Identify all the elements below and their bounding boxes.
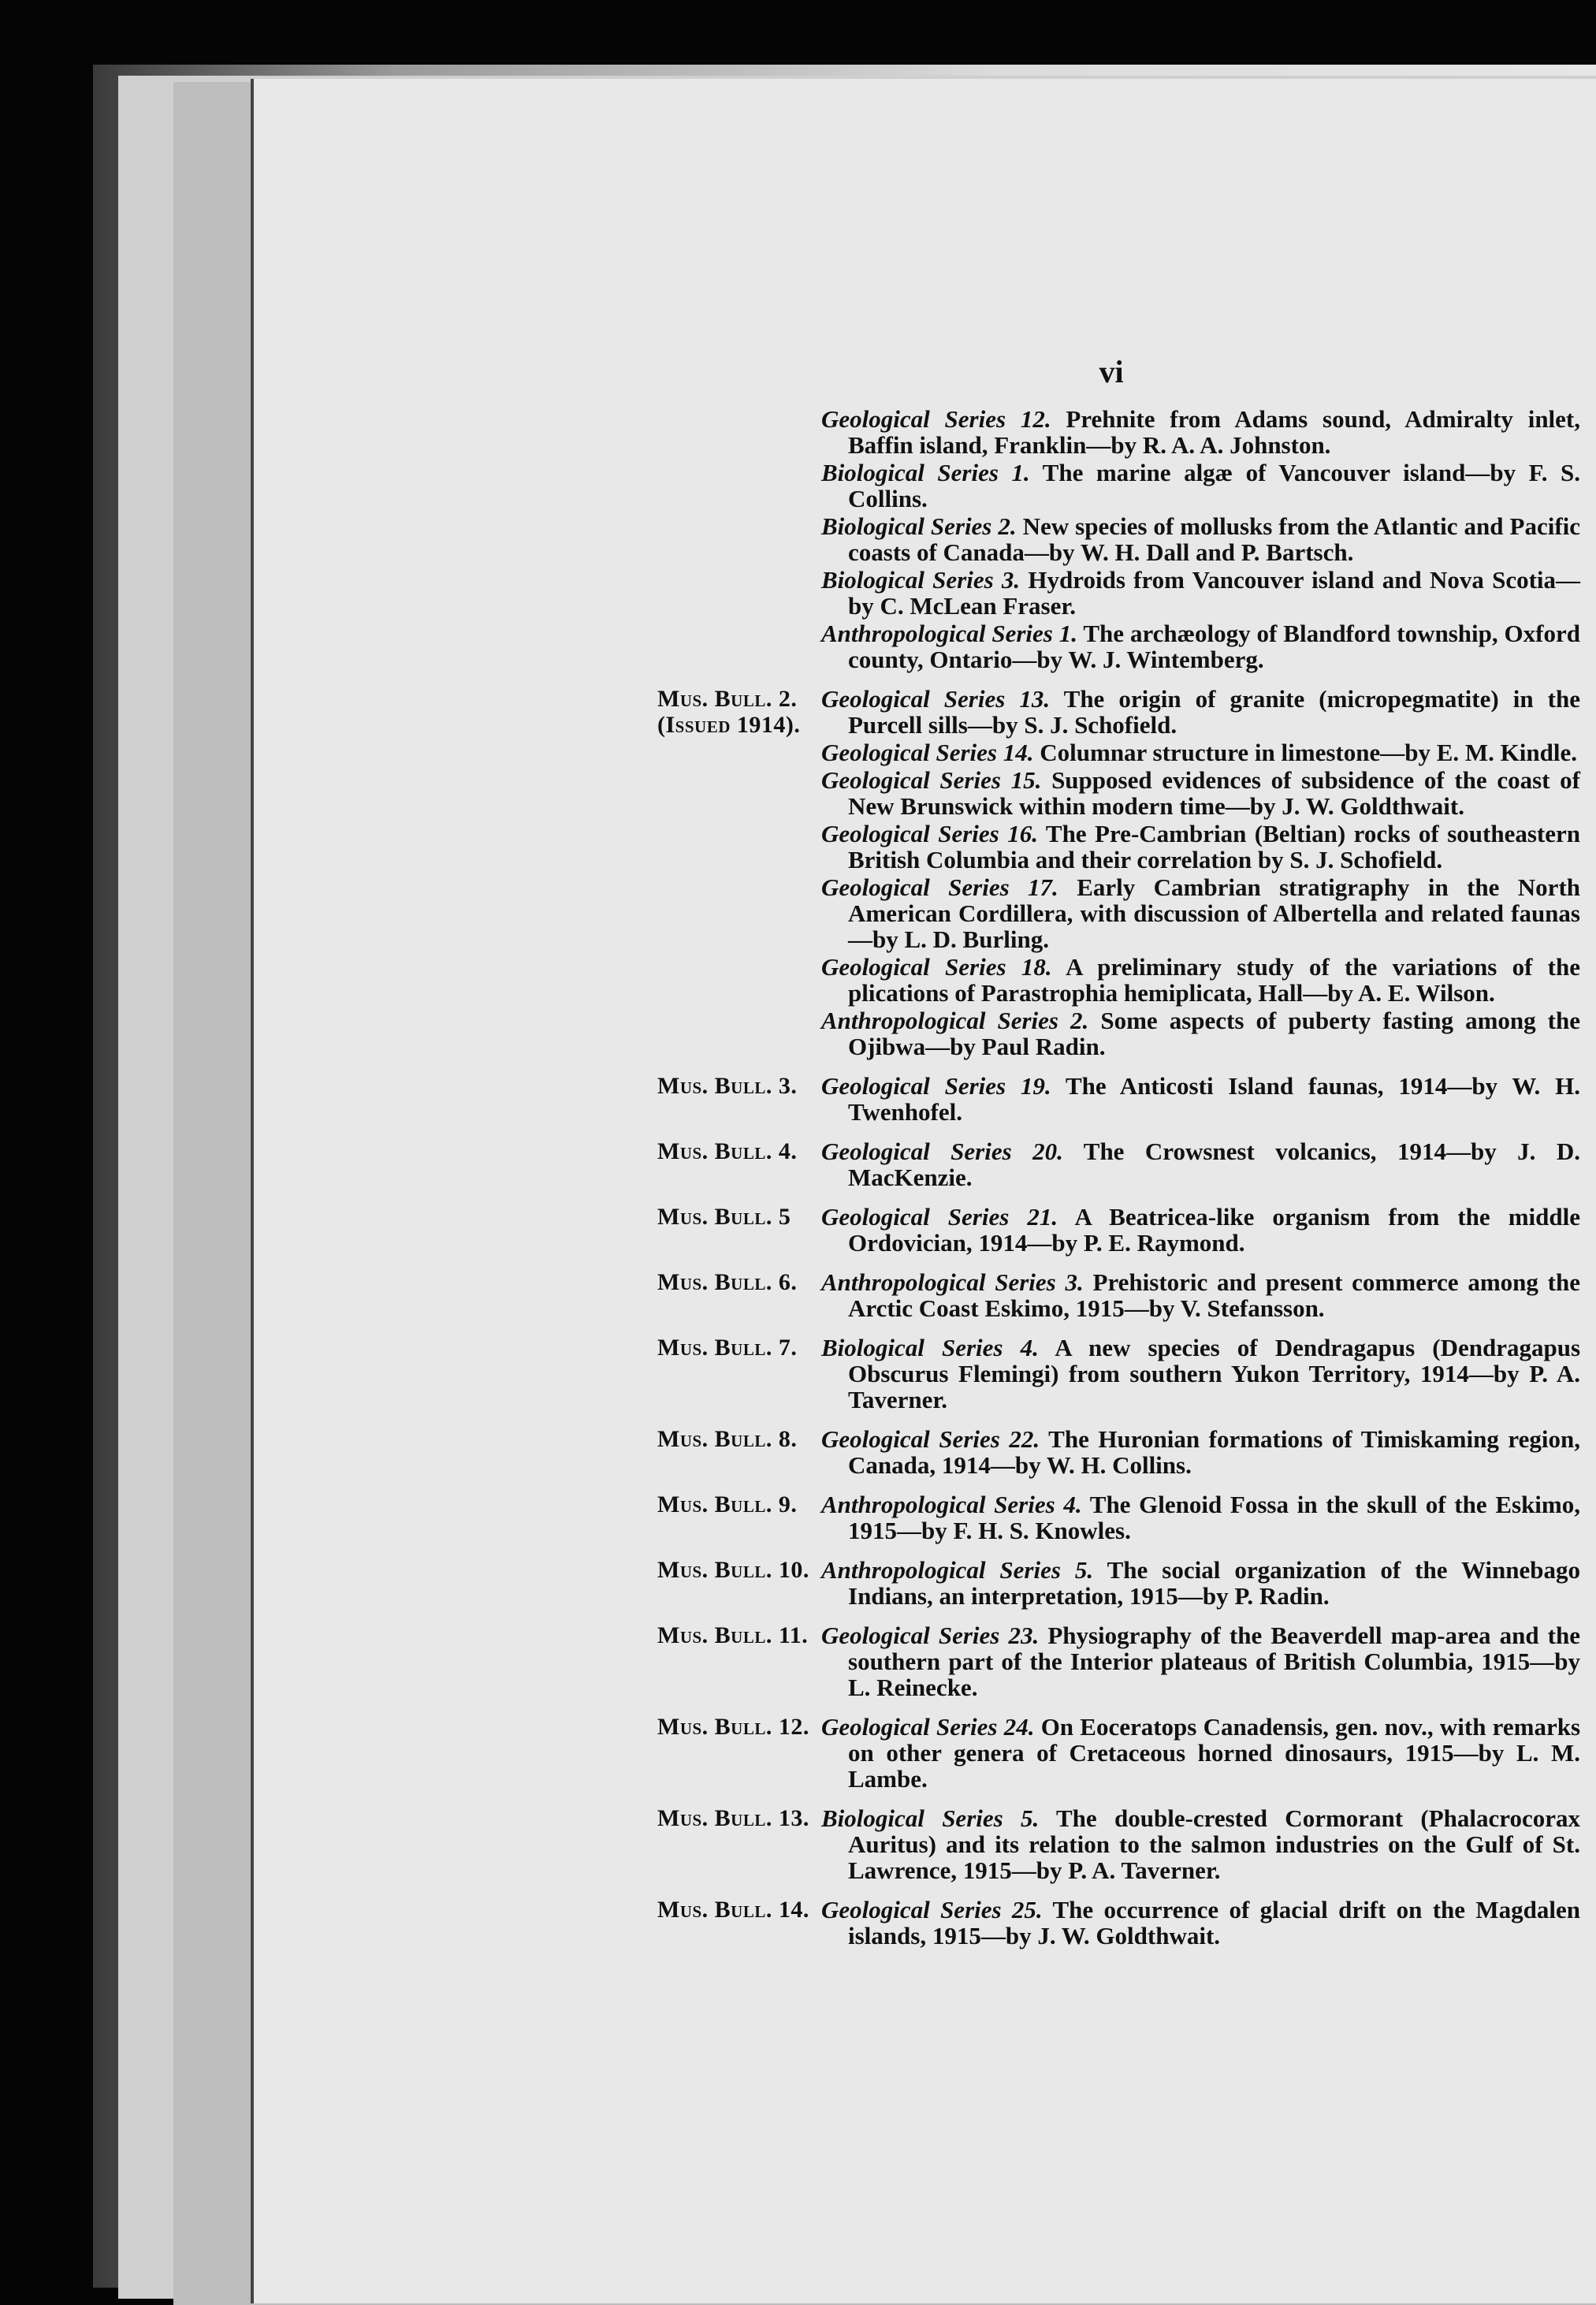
bulletin-label <box>657 1714 839 1740</box>
bulletin-label <box>657 1138 839 1164</box>
publication-title: New species of mollusks from the Atlantic and Pacific coasts of Canada—by W. H. Dall and P. Bartsch. <box>848 512 1581 566</box>
bulletin-label <box>657 1491 839 1517</box>
bulletin-number: Mus. Bull. 9. <box>657 1491 798 1517</box>
series-name: Biological Series 3. <box>821 566 1021 594</box>
publication-entry <box>657 685 1580 739</box>
publication-title: Hydroids from Vancouver island and Nova Scotia—by C. McLean Fraser. <box>848 566 1581 620</box>
bulletin-number: Mus. Bull. 11. <box>657 1622 809 1648</box>
bulletin-label <box>657 1204 839 1230</box>
series-name: Anthropological Series 3. <box>821 1268 1084 1296</box>
bulletin-number: Mus. Bull. 6. <box>657 1269 798 1295</box>
series-name: Geological Series 16. <box>821 820 1038 847</box>
publication-title: The Anticosti Island faunas, 1914—by W. H. Twenhofel. <box>848 1072 1580 1126</box>
publication-entry <box>657 1556 1580 1610</box>
publication-entry <box>662 821 1580 873</box>
series-name: Biological Series 5. <box>821 1804 1040 1832</box>
publication-title: Some aspects of puberty fasting among the Ojibwa—by Paul Radin. <box>848 1007 1581 1060</box>
series-name: Geological Series 17. <box>821 873 1058 901</box>
publication-entry <box>657 1334 1581 1413</box>
bulletin-number: Mus. Bull. 13. <box>657 1805 809 1831</box>
publication-entry <box>662 739 1580 765</box>
publication-title: A Beatricea-like organism from the middle Ordovician, 1914—by P. E. Raymond. <box>848 1203 1580 1257</box>
bulletin-label <box>657 686 839 738</box>
bulletin-number: Mus. Bull. 12. <box>657 1714 809 1740</box>
series-name: Geological Series 25. <box>821 1896 1043 1923</box>
page-number: vi <box>1099 354 1124 389</box>
series-name: Geological Series 19. <box>821 1072 1051 1100</box>
bulletin-number: Mus. Bull. 10. <box>657 1557 809 1583</box>
bulletin-number: Mus. Bull. 5 <box>657 1204 791 1230</box>
publication-title: Supposed evidences of subsidence of the coast of New Brunswick within modern time—by J. W. Goldthwait. <box>848 766 1580 820</box>
bulletin-label <box>657 1897 839 1923</box>
series-name: Geological Series 24. <box>821 1713 1035 1741</box>
publication-title: The origin of granite (micropegmatite) in the Purcell sills—by S. J. Schofield. <box>848 685 1580 739</box>
publication-entry <box>662 767 1580 819</box>
publication-title: Early Cambrian stratigraphy in the North American Cordillera, with discussion of Albertella and related faunas—by L. D. Burling. <box>848 873 1581 953</box>
publication-entry <box>662 620 1580 672</box>
bulletin-label <box>657 1622 839 1648</box>
publication-entry <box>657 1425 1580 1479</box>
bulletin-label <box>657 1335 839 1361</box>
publication-title: The archæology of Blandford township, Oxford county, Ontario—by W. J. Wintemberg. <box>848 620 1580 673</box>
publication-title: Prehnite from Adams sound, Admiralty inlet, Baffin island, Franklin—by R. A. A. Johnston. <box>848 405 1581 459</box>
bulletin-label <box>657 1805 839 1831</box>
publication-title: The marine algæ of Vancouver island—by F. S. Collins. <box>848 459 1581 512</box>
bulletin-number: Mus. Bull. 4. <box>657 1138 798 1164</box>
publication-entry <box>657 1804 1580 1884</box>
bulletin-number: Mus. Bull. 7. <box>657 1335 798 1361</box>
publication-entry <box>657 1491 1580 1544</box>
publication-entry <box>657 1203 1580 1257</box>
bulletin-label <box>657 1269 839 1295</box>
publication-title: The Crowsnest volcanics, 1914—by J. D. MacKenzie. <box>848 1138 1580 1191</box>
publication-entry <box>657 1072 1580 1126</box>
publication-title: The double-crested Cormorant (Phalacrocorax Auritus) and its relation to the salmon industries on the Gulf of St. Lawrence, 1915—by P. A. Taverner. <box>848 1804 1580 1884</box>
publication-entry <box>662 954 1580 1006</box>
series-name: Anthropological Series 2. <box>821 1007 1089 1034</box>
bulletin-number: Mus. Bull. 2. <box>657 686 798 712</box>
series-name: Geological Series 18. <box>821 953 1052 981</box>
bulletin-number: Mus. Bull. 14. <box>657 1897 809 1923</box>
series-name: Geological Series 20. <box>821 1138 1063 1165</box>
publication-title: Columnar structure in limestone—by E. M. Kindle. <box>1040 739 1577 766</box>
bulletin-number: Mus. Bull. 8. <box>657 1426 798 1452</box>
publication-title: On Eoceratops Canadensis, gen. nov., with remarks on other genera of Cretaceous horned dinosaurs, 1915—by L. M. Lambe. <box>848 1713 1581 1793</box>
series-name: Geological Series 22. <box>821 1425 1040 1453</box>
publication-title: The Pre-Cambrian (Beltian) rocks of southeastern British Columbia and their correlation by S. J. Schofield. <box>848 820 1580 873</box>
publication-entry <box>662 567 1580 619</box>
series-name: Biological Series 4. <box>821 1334 1039 1361</box>
publication-entry <box>662 1007 1580 1059</box>
publication-title: Physiography of the Beaverdell map-area and the southern part of the Interior plateaus of British Columbia, 1915—by L. Reinecke. <box>848 1622 1580 1701</box>
series-name: Geological Series 13. <box>821 685 1051 713</box>
series-name: Geological Series 15. <box>821 766 1042 794</box>
series-name: Geological Series 21. <box>821 1203 1058 1231</box>
publication-title: The social organization of the Winnebago Indians, an interpretation, 1915—by P. Radin. <box>848 1556 1580 1610</box>
publication-title: A preliminary study of the variations of the plications of Parastrophia hemiplicata, Hall—by A. E. Wilson. <box>848 953 1581 1007</box>
publication-entry <box>662 406 1580 458</box>
publication-title: Prehistoric and present commerce among the Arctic Coast Eskimo, 1915—by V. Stefansson. <box>848 1268 1580 1322</box>
publication-entry <box>657 1713 1581 1793</box>
publication-entry <box>662 460 1580 512</box>
publication-entry <box>662 874 1580 952</box>
series-name: Geological Series 14. <box>821 739 1034 766</box>
publication-title: A new species of Dendragapus (Dendragapus Obscurus Flemingi) from southern Yukon Territory, 1914—by P. A. Taverner. <box>848 1334 1581 1413</box>
series-name: Geological Series 23. <box>821 1622 1040 1649</box>
series-name: Geological Series 12. <box>821 405 1051 433</box>
series-name: Biological Series 2. <box>821 512 1017 540</box>
series-name: Anthropological Series 4. <box>821 1491 1082 1518</box>
bulletin-number: Mus. Bull. 3. <box>657 1073 798 1099</box>
publication-title: The Glenoid Fossa in the skull of the Eskimo, 1915—by F. H. S. Knowles. <box>848 1491 1580 1544</box>
publication-entry <box>657 1138 1580 1191</box>
bulletin-issue-note: (Issued 1914). <box>657 712 801 738</box>
publication-title: The Huronian formations of Timiskaming region, Canada, 1914—by W. H. Collins. <box>848 1425 1580 1479</box>
publication-list <box>657 405 1581 1950</box>
publication-entry <box>662 513 1580 565</box>
bulletin-label <box>657 1557 839 1583</box>
series-name: Biological Series 1. <box>821 459 1030 486</box>
bulletin-label <box>657 1426 839 1452</box>
series-name: Anthropological Series 5. <box>821 1556 1094 1584</box>
bulletin-label <box>657 1073 839 1099</box>
series-name: Anthropological Series 1. <box>821 620 1077 647</box>
publication-entry <box>657 1268 1580 1322</box>
publication-title: The occurrence of glacial drift on the Magdalen islands, 1915—by J. W. Goldthwait. <box>848 1896 1580 1949</box>
publication-entry <box>657 1896 1580 1949</box>
publication-entry <box>657 1622 1580 1701</box>
